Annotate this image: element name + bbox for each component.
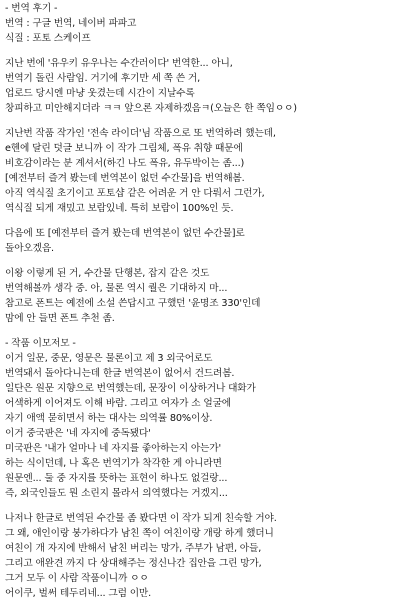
text-line: e헨에 달린 덧글 보니까 이 작가 그림체, 폭유 취향 때문에 (5, 143, 243, 154)
paragraph-header (5, 1, 398, 46)
text-line: 번역해볼까 생각 중. 아, 물론 역시 퀄은 기대하지 마... (5, 283, 228, 294)
text-line: 어색하게 이어져도 이해 바람. 그리고 여자가 소 얼굴에 (5, 398, 232, 409)
paragraph-gap (5, 46, 398, 56)
section-title-work-details: - 작품 이모저모 - (5, 338, 76, 349)
text-line: 그리고 애완견 까지 다 상대해주는 정신나간 집안을 그린 망가, (5, 558, 262, 569)
paragraph-gap (5, 116, 398, 126)
text-line: 이왕 이렇게 된 거, 수간물 단행본, 잡지 같은 것도 (5, 268, 210, 279)
text-line: 원문엔... 둘 중 자지를 뜻하는 표현이 하나도 없걸랑... (5, 473, 228, 484)
text-line: 미국판은 '내가 얼마나 네 자지를 좋아하는지 아는가' (5, 443, 221, 454)
paragraph-gap (5, 216, 398, 226)
text-line: 자기 애액 묻히면서 하는 대사는 의역률 80%이상. (5, 413, 213, 424)
text-line: 다음에 또 [예전부터 즐겨 봤는데 번역본이 없던 수간물]로 (5, 228, 245, 239)
text-line: 일단은 원문 지향으로 번역했는데, 문장이 이상하거나 대화가 (5, 383, 256, 394)
text-line: 업로드 당시엔 마냥 웃겼는데 시간이 지날수록 (5, 88, 195, 99)
paragraph-closing (5, 511, 398, 601)
text-line: 지난번 작품 작가인 '전속 라이더'님 작품으로 또 번역하려 했는데, (5, 128, 276, 139)
text-line: 돌아오겠음. (5, 243, 54, 254)
text-line: 역식질 되게 재밌고 보람있네. 특히 보람이 100%인 듯. (5, 203, 234, 214)
text-line: 어이쿠, 벌써 테두리네... 그럼 이만. (5, 588, 152, 599)
text-line: 하는 식이던데, 나 혹은 번역기가 착각한 게 아니라면 (5, 458, 222, 469)
paragraph-author-choice (5, 126, 398, 216)
text-line: 번역돼서 돌아다니는데 한글 번역본이 없어서 건드려봄. (5, 368, 235, 379)
text-line: 비호감이라는 분 계셔서(하긴 나도 폭유, 유두박이는 좀...) (5, 158, 245, 169)
text-line: 여친이 개 자지에 반해서 남친 버리는 망가, 주부가 남편, 아들, (5, 543, 262, 554)
text-line: [예전부터 즐겨 봤는데 번역본이 없던 수간물]을 번역해봄. (5, 173, 245, 184)
paragraph-gap (5, 326, 398, 336)
text-line: 참고로 폰트는 예전에 소설 쓴답시고 구했던 '윤명조 330'인데 (5, 298, 261, 309)
paragraph-next-time (5, 226, 398, 256)
text-line: 아직 역식질 초기이고 포토샵 같은 어려운 거 안 다뤄서 그런가, (5, 188, 265, 199)
text-line: 즉, 외국인들도 뭔 소린지 몰라서 의역했다는 거겠지... (5, 488, 228, 499)
paragraph-gap (5, 501, 398, 511)
text-line: 번역기 돌린 사람임. 거기에 후기만 세 쪽 쓴 거, (5, 73, 201, 84)
text-line: 지난 번에 '유우키 유우나는 수간러이다' 번역한... 아니, (5, 58, 233, 69)
credit-typesetting: 식질 : 포토 스케이프 (5, 33, 91, 44)
text-line: 창피하고 미안해지더라 ㅋㅋ 앞으론 자제하겠음ㅋ(오늘은 한 쪽임ㅇㅇ) (5, 103, 297, 114)
paragraph-future-plans (5, 266, 398, 326)
paragraph-work-details (5, 336, 398, 501)
text-line: 이거 일문, 중문, 영문은 물론이고 제 3 외국어로도 (5, 353, 213, 364)
text-line: 나저나 한글로 번역된 수간물 좀 봤다면 이 작가 되게 친숙할 거야. (5, 513, 277, 524)
text-line: 그거 모두 이 사람 작품이니까 ㅇㅇ (5, 573, 149, 584)
section-title-translation-notes: - 번역 후기 - (5, 3, 58, 14)
translation-notes-document (5, 1, 398, 599)
text-line: 맘에 안 들면 폰트 추천 좀. (5, 313, 115, 324)
text-line: 이거 중국판은 '네 자지에 중독됐다' (5, 428, 151, 439)
text-line: 그 왜, 애인이랑 붕가하다가 남친 쪽이 여친이랑 개랑 하게 했더니 (5, 528, 274, 539)
paragraph-gap (5, 256, 398, 266)
credit-translation: 번역 : 구글 번역, 네이버 파파고 (5, 18, 137, 29)
paragraph-previous-work (5, 56, 398, 116)
